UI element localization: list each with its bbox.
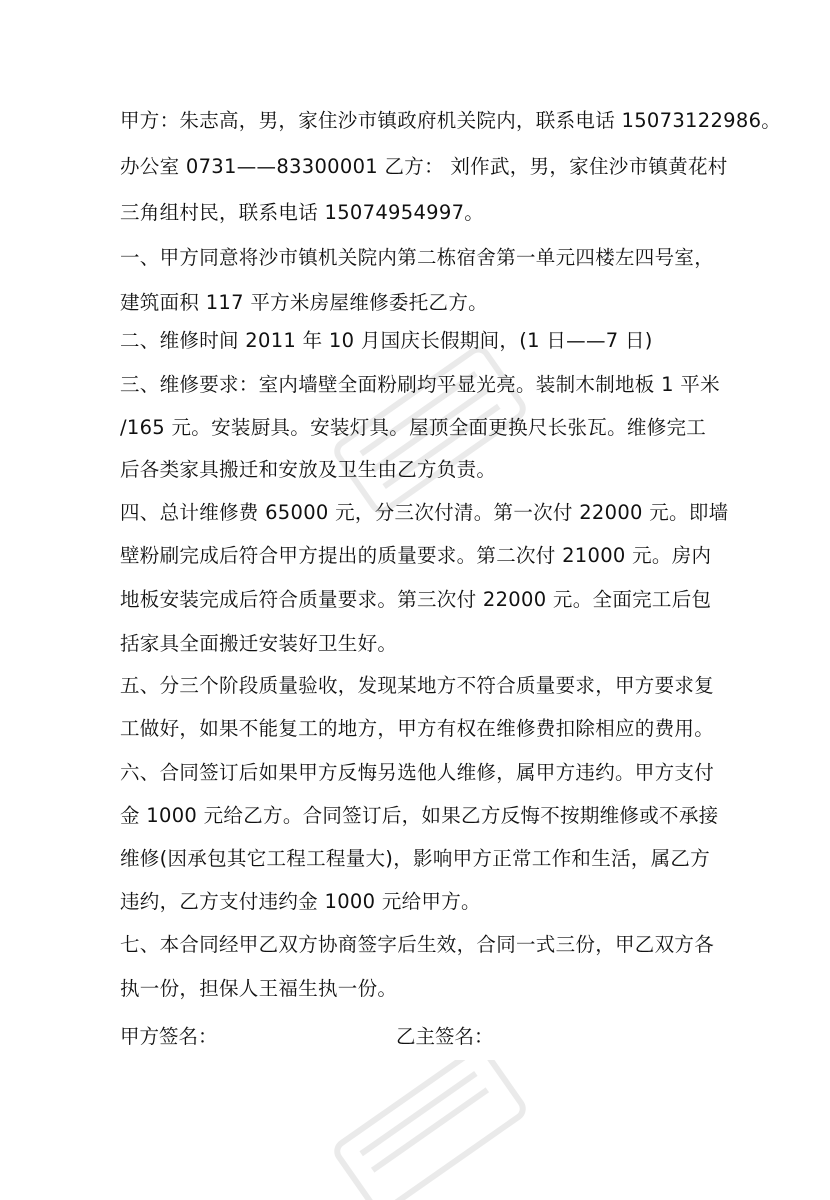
text-line: 壁粉刷完成后符合甲方提出的质量要求。第二次付 21000 元。房内 [120, 544, 712, 567]
text-line: 五、分三个阶段质量验收，发现某地方不符合质量要求，甲方要求复 [120, 674, 715, 697]
text-line: 括家具全面搬迁安装好卫生好。 [120, 632, 398, 655]
party-a-signature-label: 甲方签名： [120, 1025, 218, 1048]
text-line: /165 元。安装厨具。安装灯具。屋顶全面更换尺长张瓦。维修完工 [120, 416, 707, 439]
text-line: 三、维修要求：室内墙壁全面粉刷均平显光亮。装制木制地板 1 平米 [120, 373, 720, 396]
text-line: 违约，乙方支付违约金 1000 元给甲方。 [120, 890, 481, 913]
text-line: 执一份，担保人王福生执一份。 [120, 977, 398, 1000]
text-line: 金 1000 元给乙方。合同签订后，如果乙方反悔不按期维修或不承接 [120, 804, 719, 827]
watermark-stamp-icon [300, 1060, 560, 1200]
party-b-signature-label: 乙主签名： [396, 1025, 494, 1048]
text-line: 工做好，如果不能复工的地方，甲方有权在维修费扣除相应的费用。 [120, 717, 715, 740]
text-line: 建筑面积 117 平方米房屋维修委托乙方。 [120, 291, 488, 314]
text-line: 一、甲方同意将沙市镇机关院内第二栋宿舍第一单元四楼左四号室， [120, 246, 715, 269]
text-line: 维修(因承包其它工程工程量大)，影响甲方正常工作和生活，属乙方 [120, 847, 711, 870]
text-line: 地板安装完成后符合质量要求。第三次付 22000 元。全面完工后包 [120, 588, 712, 611]
text-line: 四、总计维修费 65000 元，分三次付清。第一次付 22000 元。即墙 [120, 501, 729, 524]
text-line: 甲方：朱志高，男，家住沙市镇政府机关院内，联系电话 15073122986。 [120, 109, 782, 132]
text-line: 六、合同签订后如果甲方反悔另选他人维修，属甲方违约。甲方支付 [120, 761, 715, 784]
text-line: 二、维修时间 2011 年 10 月国庆长假期间，(1 日——7 日) [120, 329, 653, 352]
text-line: 七、本合同经甲乙双方协商签字后生效，合同一式三份，甲乙双方各 [120, 933, 715, 956]
text-line: 三角组村民，联系电话 15074954997。 [120, 201, 485, 224]
text-line: 办公室 0731——83300001 乙方： 刘作武，男，家住沙市镇黄花村 [120, 155, 728, 178]
text-line: 后各类家具搬迁和安放及卫生由乙方负责。 [120, 458, 497, 481]
